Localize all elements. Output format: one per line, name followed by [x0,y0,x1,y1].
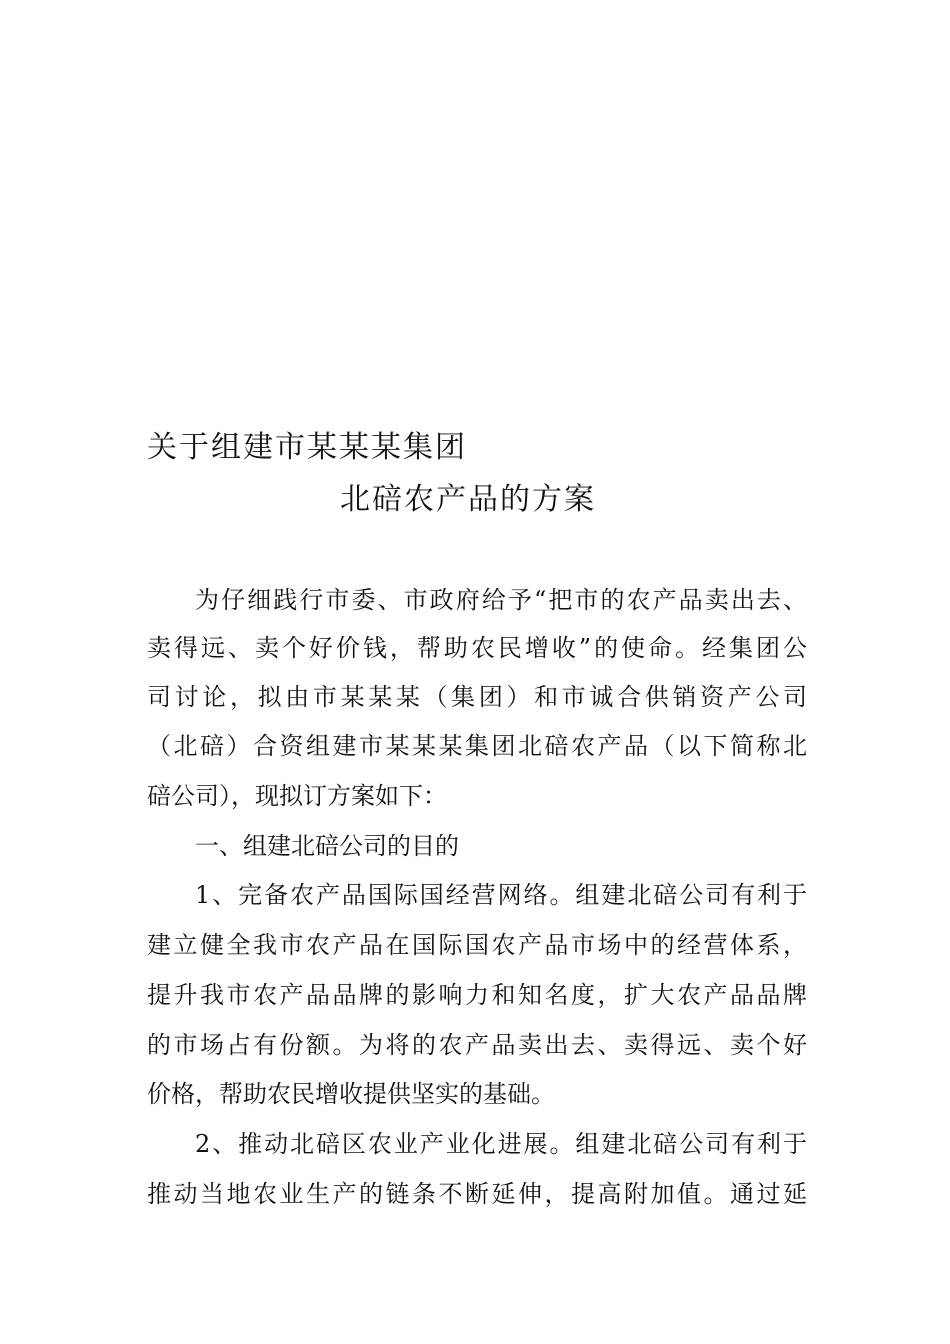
body-line: 的市场占有份额。为将的农产品卖出去、卖得远、卖个好 [147,1031,807,1059]
body-line: 推动当地农业生产的链条不断延伸，提高附加值。通过延 [147,1180,807,1208]
body-line: 司讨论，拟由市某某某（集团）和市诚合供销资产公司 [147,683,807,711]
body-line: 为仔细践行市委、市政府给予“把市的农产品卖出去、 [195,586,807,614]
document-title-line-2: 北碚农产品的方案 [340,482,596,517]
body-line: 提升我市农产品品牌的影响力和知名度，扩大农产品品牌 [147,981,807,1009]
body-line: 卖得远、卖个好价钱，帮助农民增收”的使命。经集团公 [147,634,807,662]
body-line: 2、推动北碚区农业产业化进展。组建北碚公司有利于 [195,1130,807,1158]
body-line: （北碚）合资组建市某某某集团北碚农产品（以下简称北 [147,732,807,760]
document-title-line-1: 关于组建市某某某集团 [147,430,467,465]
section-heading: 一、组建北碚公司的目的 [195,832,459,860]
body-line: 建立健全我市农产品在国际国农产品市场中的经营体系， [147,931,807,959]
body-line: 价格，帮助农民增收提供坚实的基础。 [147,1080,555,1108]
body-line: 1、完备农产品国际国经营网络。组建北碚公司有利于 [195,881,807,909]
body-line: 碚公司），现拟订方案如下： [147,782,447,810]
